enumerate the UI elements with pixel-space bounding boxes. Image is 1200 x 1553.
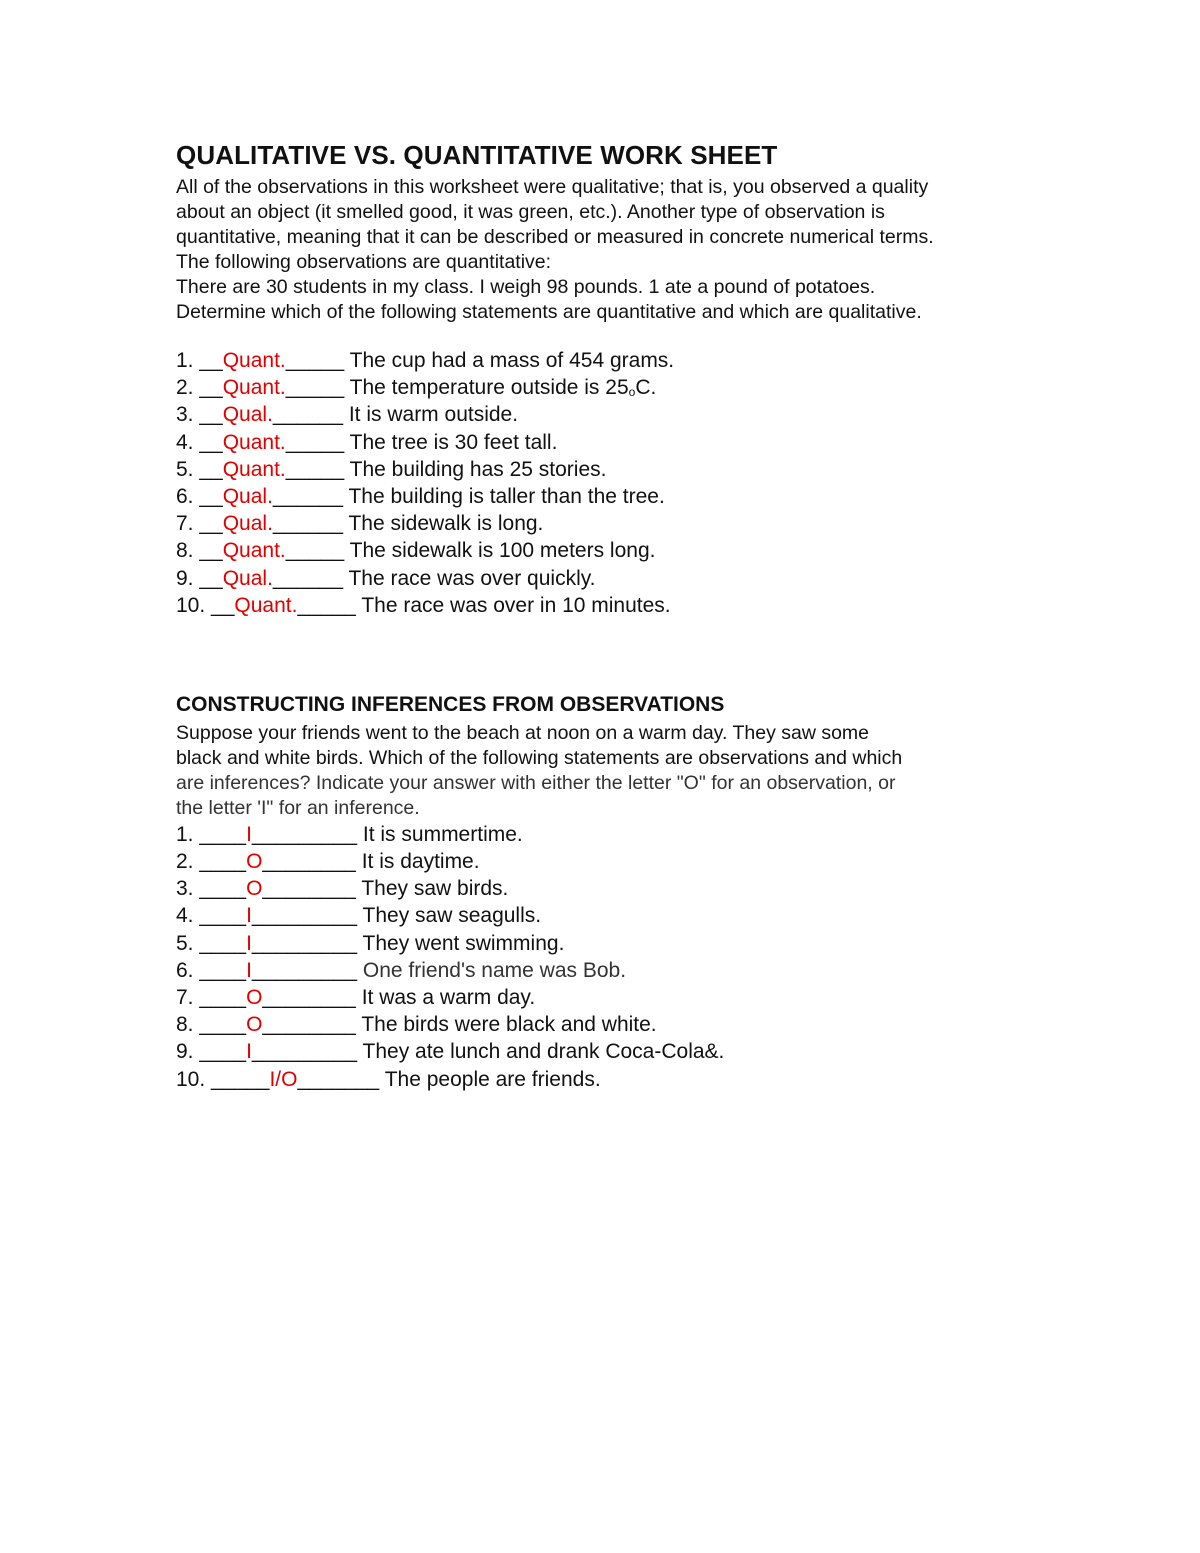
- worksheet-page: [176, 140, 1056, 1093]
- section1-list: [176, 347, 1056, 619]
- section1-intro: [176, 175, 1056, 325]
- blank-line: ____: [199, 877, 247, 901]
- list-item: [176, 984, 1056, 1011]
- item-number: 4.: [176, 904, 194, 928]
- answer: O: [246, 877, 263, 901]
- item-number: 10.: [176, 1067, 206, 1091]
- list-item: [176, 565, 1056, 592]
- answer: I: [246, 931, 252, 955]
- blank-line: ________: [262, 986, 356, 1009]
- blank-line: __: [199, 457, 223, 481]
- statement-tail: C.: [635, 376, 657, 400]
- answer: Quant.: [222, 376, 286, 400]
- blank-line: ____: [199, 986, 247, 1009]
- degree-mark: o: [628, 385, 636, 400]
- list-item: [176, 902, 1056, 929]
- intro-line: the letter 'I" for an inference.: [176, 796, 420, 819]
- statement: It is daytime.: [361, 850, 480, 874]
- item-number: 6.: [176, 484, 194, 508]
- item-number: 10.: [176, 593, 206, 617]
- answer: O: [246, 986, 263, 1009]
- intro-line: black and white birds. Which of the following statements are observations and which: [176, 746, 903, 769]
- answer: Qual.: [222, 512, 273, 536]
- item-number: 3.: [176, 403, 194, 427]
- list-item: [176, 848, 1056, 875]
- statement: One friend's name was Bob.: [362, 958, 627, 982]
- statement: They saw seagulls.: [362, 904, 542, 928]
- statement: The sidewalk is long.: [348, 512, 544, 536]
- blank-line: _________: [251, 904, 358, 928]
- list-item: [176, 374, 1056, 401]
- answer: Quant.: [222, 349, 286, 372]
- blank-line: _________: [251, 931, 358, 955]
- blank-line: _____: [285, 430, 345, 454]
- blank-line: _____: [285, 376, 345, 400]
- item-number: 3.: [176, 877, 194, 901]
- list-item: [176, 456, 1056, 483]
- item-number: 8.: [176, 1013, 194, 1037]
- statement: They ate lunch and drank Coca-Cola&.: [362, 1040, 725, 1064]
- blank-line: ____: [199, 1040, 247, 1064]
- statement: The cup had a mass of 454 grams.: [349, 349, 675, 372]
- list-item: [176, 821, 1056, 848]
- answer: O: [246, 1013, 263, 1037]
- blank-line: _________: [251, 1040, 358, 1064]
- list-item: [176, 483, 1056, 510]
- item-number: 7.: [176, 986, 194, 1009]
- statement: The temperature outside is 25: [349, 376, 629, 400]
- answer: I: [246, 822, 252, 846]
- blank-line: ________: [262, 1013, 356, 1037]
- blank-line: _____: [285, 539, 345, 563]
- blank-line: ____: [199, 931, 247, 955]
- statement: The sidewalk is 100 meters long.: [349, 539, 656, 563]
- blank-line: ______: [272, 403, 343, 427]
- list-item: [176, 401, 1056, 428]
- intro-line: The following observations are quantitative:: [176, 251, 552, 273]
- blank-line: __: [211, 593, 235, 617]
- statement: The building is taller than the tree.: [348, 484, 665, 508]
- answer: I: [246, 1040, 252, 1064]
- item-number: 2.: [176, 376, 194, 400]
- answer: Qual.: [222, 484, 273, 508]
- intro-line: about an object (it smelled good, it was green, etc.). Another type of observation is: [176, 201, 885, 223]
- statement: The tree is 30 feet tall.: [349, 430, 558, 454]
- blank-line: ______: [272, 566, 343, 590]
- intro-line: are inferences? Indicate your answer with either the letter "O" for an observation, or: [176, 771, 896, 794]
- section2-list: [176, 821, 1056, 1093]
- statement: The people are friends.: [384, 1067, 601, 1091]
- answer: I: [246, 958, 252, 982]
- intro-line: There are 30 students in my class. I weigh 98 pounds. 1 ate a pound of potatoes.: [176, 276, 876, 298]
- list-item: [176, 1066, 1056, 1093]
- answer: I/O: [269, 1067, 298, 1091]
- item-number: 1.: [176, 349, 194, 372]
- item-number: 4.: [176, 430, 194, 454]
- blank-line: _______: [297, 1067, 380, 1091]
- intro-line: quantitative, meaning that it can be described or measured in concrete numerical terms.: [176, 226, 934, 248]
- list-item: [176, 537, 1056, 564]
- answer: Qual.: [222, 403, 273, 427]
- list-item: [176, 347, 1056, 374]
- answer: Quant.: [222, 539, 286, 563]
- statement: The race was over in 10 minutes.: [361, 593, 671, 617]
- answer: I: [246, 904, 252, 928]
- list-item: [176, 930, 1056, 957]
- blank-line: ________: [262, 850, 356, 874]
- item-number: 8.: [176, 539, 194, 563]
- item-number: 1.: [176, 822, 194, 846]
- intro-line: All of the observations in this worksheet were qualitative; that is, you observed a quality: [176, 176, 929, 198]
- item-number: 5.: [176, 457, 194, 481]
- blank-line: ____: [199, 958, 247, 982]
- intro-line: Suppose your friends went to the beach at noon on a warm day. They saw some: [176, 721, 870, 744]
- blank-line: __: [199, 403, 223, 427]
- blank-line: ______: [272, 512, 343, 536]
- answer: Quant.: [222, 457, 286, 481]
- blank-line: _________: [251, 958, 358, 982]
- statement: The birds were black and white.: [361, 1013, 657, 1037]
- statement: It is warm outside.: [348, 403, 519, 427]
- blank-line: _____: [285, 349, 345, 372]
- section2-title: CONSTRUCTING INFERENCES FROM OBSERVATIONS: [176, 692, 725, 716]
- blank-line: __: [199, 376, 223, 400]
- blank-line: _____: [297, 593, 356, 617]
- blank-line: _________: [251, 822, 358, 846]
- statement: They saw birds.: [361, 877, 509, 901]
- blank-line: __: [199, 566, 223, 590]
- list-item: [176, 510, 1056, 537]
- intro-line: Determine which of the following statements are quantitative and which are qualitative.: [176, 301, 922, 323]
- list-item: [176, 957, 1056, 984]
- list-item: [176, 1038, 1056, 1065]
- statement: It was a warm day.: [361, 986, 536, 1009]
- item-number: 5.: [176, 931, 194, 955]
- blank-line: ______: [272, 484, 343, 508]
- answer: Qual.: [222, 566, 273, 590]
- blank-line: ________: [262, 877, 356, 901]
- blank-line: _____: [211, 1067, 270, 1091]
- list-item: [176, 875, 1056, 902]
- section2-intro: [176, 721, 1056, 821]
- blank-line: __: [199, 430, 223, 454]
- answer: Quant.: [234, 593, 298, 617]
- blank-line: __: [199, 539, 223, 563]
- list-item: [176, 592, 1056, 619]
- item-number: 6.: [176, 958, 194, 982]
- blank-line: _____: [285, 457, 345, 481]
- list-item: [176, 1011, 1056, 1038]
- answer: O: [246, 850, 263, 874]
- blank-line: ____: [199, 822, 247, 846]
- blank-line: __: [199, 512, 223, 536]
- statement: It is summertime.: [362, 822, 523, 846]
- section1-title: QUALITATIVE VS. QUANTITATIVE WORK SHEET: [176, 140, 778, 170]
- answer: Quant.: [222, 430, 286, 454]
- list-item: [176, 429, 1056, 456]
- blank-line: ____: [199, 1013, 247, 1037]
- blank-line: __: [199, 484, 223, 508]
- statement: The building has 25 stories.: [349, 457, 607, 481]
- blank-line: ____: [199, 904, 247, 928]
- statement: They went swimming.: [362, 931, 565, 955]
- item-number: 9.: [176, 1040, 194, 1064]
- statement: The race was over quickly.: [348, 566, 596, 590]
- item-number: 7.: [176, 512, 194, 536]
- blank-line: __: [199, 349, 223, 372]
- blank-line: ____: [199, 850, 247, 874]
- item-number: 2.: [176, 850, 194, 874]
- item-number: 9.: [176, 566, 194, 590]
